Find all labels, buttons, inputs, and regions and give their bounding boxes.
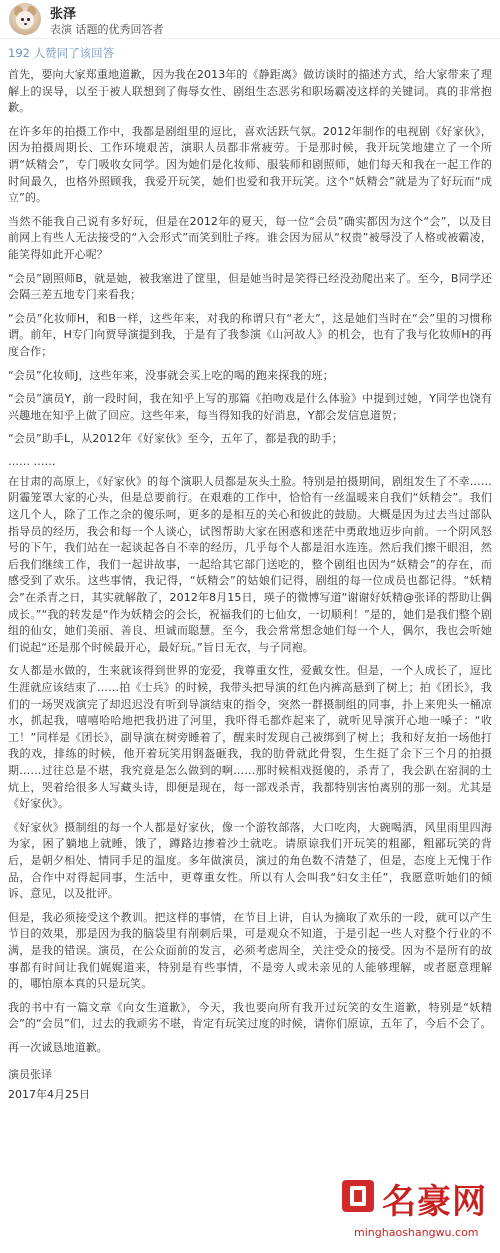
answer-content [0, 67, 500, 1102]
paragraph: “会员”剧照师B，就是她，被我塞进了筐里，但是她当时是笑得已经没劲爬出来了。至今，B同学还会隔三差五地专门来看我； [8, 271, 492, 302]
author-bio-prefix: 表演 [50, 23, 72, 36]
votes-count[interactable]: 192 人赞同了该回答 [8, 46, 115, 60]
paragraph: 《好家伙》摄制组的每一个人都是好家伙，像一个游牧部落，大口吃肉，大碗喝酒，风里雨里四海为家，困了躺地上就睡，饿了，蹲路边掺着沙土就吃。请原谅我们开玩笑的粗鄙，粗鄙玩笑的背后，是朝夕相处、情同手足的温度。多年做演员，演过的角色数不清楚了，但是，态度上无愧于作品，合作中对得起同事，生活中，更尊重女性。所以有人会叫我“妇女主任”，我愿意听她们的倾诉、意见，以及批评。 [8, 820, 492, 901]
watermark [340, 1170, 500, 1253]
avatar[interactable] [9, 3, 41, 35]
author-bio [50, 21, 164, 37]
paragraph: 在许多年的拍摄工作中，我都是剧组里的逗比，喜欢活跃气氛。2012年制作的电视剧《好家伙》，因为拍摄周期长、工作环境艰苦，演职人员都非常疲劳。于是那时候，我开玩笑地建立了一个所谓“妖精会”，专门吸收女同学。因为她们是化妆师、服装师和剧照师，她们每天和我在一起工作的时间最久，也格外照顾我，我爱开玩笑，她们也爱和我开玩笑。这个“妖精会”就是为了好玩而“成立”的。 [8, 124, 492, 205]
paragraph: “会员”演员Y，前一段时间，我在知乎上写的那篇《拍吻戏是什么体验》中提到过她，Y同学也饶有兴趣地在知乎上做了回应。这些年来，每当得知我的好消息，Y都会发信息道贺； [8, 392, 492, 422]
author-badge[interactable]: 话题的优秀回答者 [75, 23, 164, 36]
watermark-logo-icon [342, 1180, 374, 1212]
watermark-title: 名豪网 [382, 1182, 487, 1222]
paragraph: 首先，要向大家郑重地道歉，因为我在2013年的《静距离》做访谈时的描述方式，给大家带来了理解上的误导，以至于被人联想到了侮辱女性、剧组生态恶劣和职场霸凌这样的关键词。真的非常抱歉。 [8, 68, 492, 115]
signature: 演员张译 [8, 1068, 52, 1082]
author-name[interactable]: 张泽 [50, 7, 77, 22]
answer-header [0, 0, 500, 39]
date: 2017年4月25日 [8, 1088, 90, 1102]
paragraph: 再一次诚恳地道歉。 [8, 1040, 108, 1054]
paragraph: 当然不能我自己说有多好玩，但是在2012年的夏天，每一位“会员”确实都因为这个“会”，以及目前网上有些人无法接受的“入会形式”而笑到肚子疼。谁会因为屈从“权贵”被辱没了人格或被霸凌，能笑得如此开心呢？ [8, 214, 492, 261]
paragraph: 女人都是水做的，生来就该得到世界的宠爱，我尊重女性，爱戴女性。但是，一个人成长了，逗比生涯就应该结束了……拍《士兵》的时候，我带头把导演的红色内裤高悬到了树上；拍《团长》，我们的一场哭戏演完了却迟迟没有听到导演结束的指令，突然一群摄制组的同事，扑上来兜头一桶凉水，抓起我，嘻嘻哈哈地把我扔进了河里，我吓得毛都炸起来了，就听见导演开心地一嗓子：“收工！”同样是《团长》，副导演在树旁睡着了，醒来时发现自己被绑到了树上；我和好友拍一场他打我的戏，排练的时候，他开着玩笑用钢盔砸我，我的肋骨就此骨裂，生生挺了余下三个月的拍摄期……过往总是不堪，我究竟是怎么做到的啊……那时候相戏挺傻的，杀青了，我会趴在窑洞的土炕上，哭着给很多人写藏头诗，即便是现在，每一部戏杀青，我都特别害怕离别的那一刻。尤其是《好家伙》。 [8, 664, 492, 811]
ellipsis: …… …… [8, 454, 56, 468]
avatar-face [16, 11, 34, 29]
paragraph: “会员”助手L，从2012年《好家伙》至今，五年了，都是我的助手； [8, 432, 343, 446]
paragraph: “会员”化妆师H，和B一样，这些年来，对我的称谓只有“老大”，这是她们当时在“会”里的习惯称谓。前年，H专门向贾导演提到我，于是有了我参演《山河故人》的机会，也有了我与化妆师H的再度合作； [8, 311, 492, 358]
watermark-url: minghaoshangwu.com [354, 1226, 479, 1239]
paragraph: 我的书中有一篇文章《向女生道歉》，今天，我也要向所有我开过玩笑的女生道歉，特别是“妖精会”的“会员”们，过去的我顽劣不堪，肯定有玩笑过度的时候，请你们原谅，五年了，今后不会了。 [8, 1000, 492, 1031]
avatar-eye-right [27, 18, 30, 21]
paragraph: 在甘肃的高原上，《好家伙》的每个演职人员都是灰头土脸。特别是拍摄期间，剧组发生了不幸……阴霾笼罩大家的心头，但是总要前行。在艰难的工作中，恰恰有一丝温暖来自我们“妖精会”。我们这几个人，除了工作之余的傻乐呵，更多的是相互的关心和彼此的鼓励。大概是因为过去当过部队指导员的经历，我会和每一个人谈心，试图帮助大家在困惑和迷茫中勇敢地迈步向前。一个阴风怒号的下午，我们站在一起谈起各自不幸的经历，几乎每个人都是泪水连连。然后我们擦干眼泪，然后我们继续工作，我们一起讲故事，一起给其它部门送吃的，整个剧组也因为“妖精会”的存在，而感受到了欢乐。这些事情，我记得，“妖精会”的姑娘们记得，剧组的每一位成员也都记得。“妖精会”在杀青之日，其实就解散了，2012年8月15日，瑛子的微博写道“谢谢好妖精@张译的帮助让偶成长。”“我的转发是“作为妖精会的会长，祝福我们的七仙女，一切顺利！”是的，她们是我们整个剧组的仙女，她们美丽、善良、坦诚而聪慧。至今，我会常常想念她们每一个人，偶尔，我也会听她们说起“还是那个时候最开心，最好玩。”旨日无衣，与子同袍。 [8, 474, 492, 654]
avatar-eye-left [21, 18, 24, 21]
paragraph: 但是，我必须接受这个教训。把这样的事情，在节目上讲，自认为摘取了欢乐的一段，就可以产生节目的效果，那是因为我的脑袋里有削刺后果，可是观众不知道，于是引起一些人对整个行业的不满，是我的错误。演员，在公众面前的发言，必须考虑周全，关注受众的接受。因为不是所有的故事都有时间让我们娓娓道来，特别是有些事情，不是旁人或未亲见的人能够理解，或者愿意理解的，哪怕原本真的只是玩笑。 [8, 910, 492, 991]
avatar-nose [24, 23, 27, 25]
paragraph: “会员”化妆师J，这些年来，没事就会买上吃的喝的跑来探我的班； [8, 368, 334, 382]
